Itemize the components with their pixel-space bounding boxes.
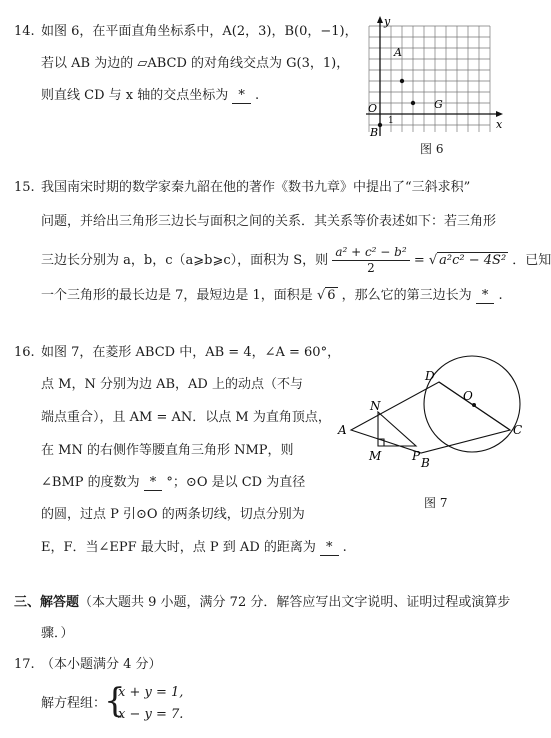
q16-line-7-end: . — [342, 540, 347, 555]
q15-line-3 — [41, 245, 551, 277]
q15-line-2: 问题，并给出三角形三边长与面积之间的关系．其关系等价表述如下：若三角形 — [41, 214, 497, 229]
rhombus-abcd — [351, 382, 510, 453]
label-p: P — [412, 449, 421, 463]
equals-sign: = — [413, 253, 425, 268]
point-o — [472, 403, 476, 407]
q16-line-5-end: °；⊙O 是以 CD 为直径 — [166, 475, 306, 490]
sqrt-radicand: a²c² − 4S² — [439, 253, 507, 268]
label-m: M — [369, 449, 382, 463]
section-3-line-1 — [14, 593, 510, 613]
point-b — [378, 123, 382, 127]
q15-line-3-end: ．已知 — [512, 253, 551, 268]
label-d: D — [425, 369, 435, 383]
q16-line-1: 如图 7，在菱形 ABCD 中，AB = 4，∠A = 60°， — [41, 345, 341, 360]
q16-line-5 — [41, 473, 305, 493]
section-3-line-2: 骤．） — [41, 626, 74, 641]
q16-line-3: 端点重合），且 AM = AN．以点 M 为直角顶点， — [41, 410, 331, 425]
q16-line-6: 的圆，过点 P 引⊙O 的两条切线，切点分别为 — [41, 507, 305, 522]
q17-number: 17. — [14, 657, 35, 672]
left-brace-icon: { — [104, 681, 126, 721]
q16-line-5-text: ∠BMP 的度数为 — [41, 475, 140, 490]
answer-blank: * — [476, 289, 495, 304]
q14-number: 14. — [14, 24, 35, 39]
q16-line-7 — [41, 538, 347, 558]
label-y: y — [384, 15, 391, 28]
equation-1: x + y = 1, — [118, 685, 184, 700]
label-g: G — [434, 98, 443, 111]
label-a: A — [338, 423, 347, 437]
label-b: B — [421, 456, 430, 470]
q14-line-3 — [41, 86, 259, 106]
point-g — [411, 101, 415, 105]
equation-2: x − y = 7. — [118, 707, 184, 722]
section-heading: 三、解答题 — [14, 595, 80, 610]
figure-7-caption: 图 7 — [424, 496, 448, 510]
section-description: （本大题共 9 小题，满分 72 分．解答应写出文字说明、证明过程或演算步 — [79, 595, 511, 610]
sqrt-icon: √ — [428, 253, 438, 268]
q15-line-3-text: 三边长分别为 a，b，c（a⩾b⩾c），面积为 S，则 — [41, 253, 329, 268]
q16-line-7-text: E，F．当∠EPF 最大时，点 P 到 AD 的距离为 — [41, 540, 316, 555]
point-a — [400, 79, 404, 83]
q15-line-4 — [41, 286, 503, 306]
label-n: N — [370, 399, 381, 413]
q15-line-4-mid: ，那么它的第三边长为 — [341, 288, 472, 303]
answer-blank: * — [144, 476, 163, 491]
figure-7-rhombus-circle — [326, 348, 532, 502]
q16-line-2: 点 M，N 分别为边 AB，AD 上的动点（不与 — [41, 377, 303, 392]
q14-line-3-text: 则直线 CD 与 x 轴的交点坐标为 — [41, 88, 229, 103]
sqrt-six: 6 — [327, 288, 336, 303]
answer-blank: * — [320, 541, 339, 556]
q17-prompt: 解方程组： — [41, 696, 107, 711]
label-c: C — [513, 423, 523, 437]
fraction-denominator: 2 — [367, 261, 375, 275]
axes — [366, 16, 503, 136]
q16-number: 16. — [14, 345, 35, 360]
label-o: O — [463, 389, 473, 403]
heron-fraction — [332, 245, 409, 276]
q14-line-2: 若以 AB 为边的 ▱ABCD 的对角线交点为 G(3，1)， — [41, 56, 350, 71]
q15-line-4-text: 一个三角形的最长边是 7，最短边是 1，面积是 — [41, 288, 313, 303]
q15-line-4-end: . — [498, 288, 503, 303]
q14-line-3-end: . — [255, 88, 260, 103]
q14-line-1: 如图 6，在平面直角坐标系中，A(2，3)，B(0，−1)， — [41, 24, 358, 39]
label-b: B — [370, 126, 379, 139]
label-one: 1 — [388, 116, 394, 126]
figure-6-caption: 图 6 — [420, 142, 444, 156]
label-origin: O — [368, 102, 378, 115]
fraction-numerator: a² + c² − b² — [332, 245, 409, 261]
label-x: x — [496, 118, 503, 131]
label-a: A — [394, 46, 402, 59]
q15-number: 15. — [14, 180, 35, 195]
sqrt-icon: √ — [316, 288, 326, 303]
q15-line-1: 我国南宋时期的数学家秦九韶在他的著作《数书九章》中提出了“三斜求积” — [41, 180, 471, 195]
figure-6-coordinate-grid — [362, 14, 512, 140]
q16-line-4: 在 MN 的右侧作等腰直角三角形 NMP，则 — [41, 443, 294, 458]
answer-blank: * — [232, 89, 251, 104]
q17-score: （本小题满分 4 分） — [41, 657, 162, 672]
